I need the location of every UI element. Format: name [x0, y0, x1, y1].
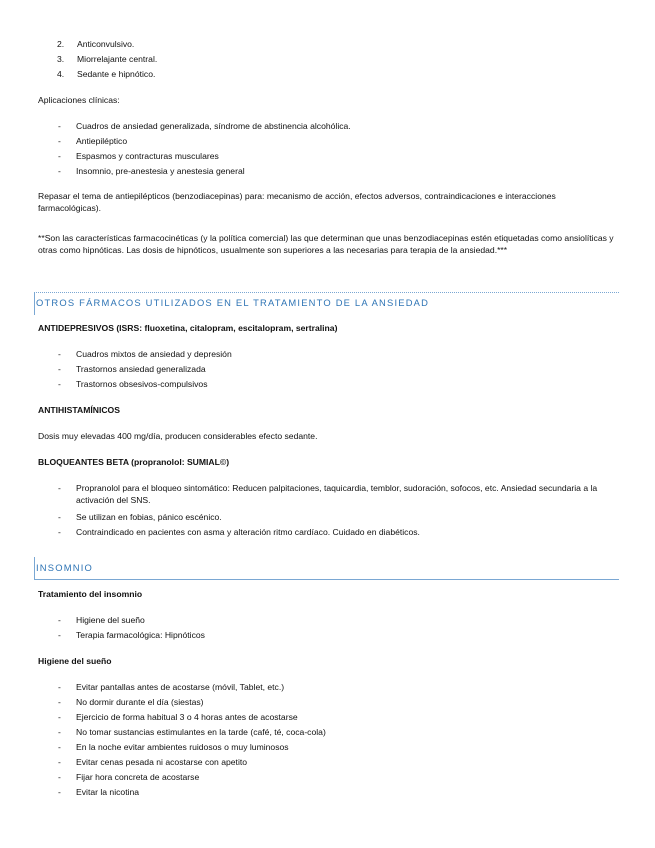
numbered-list [50, 39, 157, 84]
list-item: - Terapia farmacológica: Hipnóticos [58, 630, 615, 645]
list-item: 2. Anticonvulsivo. [57, 39, 135, 49]
tratamiento-list [58, 615, 615, 645]
list-item: - Trastornos obsesivos-compulsivos [58, 379, 615, 394]
antidepresivos-list [58, 349, 615, 394]
tratamiento-heading: Tratamiento del insomnio [38, 589, 143, 599]
list-item: - Evitar la nicotina [58, 787, 615, 802]
list-item: - Higiene del sueño [58, 615, 615, 630]
list-item: 4. Sedante e hipnótico. [57, 69, 156, 79]
list-item: - Contraindicado en pacientes con asma y alteración ritmo cardíaco. Cuidado en diabéticos. [58, 527, 615, 542]
list-item: - Trastornos ansiedad generalizada [58, 364, 615, 379]
aplicaciones-list [58, 121, 615, 181]
list-item: - Insomnio, pre-anestesia y anestesia general [58, 166, 615, 181]
list-item: - Ejercicio de forma habitual 3 o 4 horas antes de acostarse [58, 712, 615, 727]
list-item: - Evitar cenas pesada ni acostarse con apetito [58, 757, 615, 772]
list-item: - No tomar sustancias estimulantes en la tarde (café, té, coca-cola) [58, 727, 615, 742]
list-item: - Espasmos y contracturas musculares [58, 151, 615, 166]
list-item: 3. Miorrelajante central. [57, 54, 158, 64]
list-item: - Cuadros mixtos de ansiedad y depresión [58, 349, 615, 364]
repasar-paragraph: Repasar el tema de antiepilépticos (benzodiacepinas) para: mecanismo de acción, efectos adversos, contraindicaciones e interacciones farmacológicas). [38, 191, 556, 213]
antidepresivos-heading: ANTIDEPRESIVOS (ISRS: fluoxetina, citalopram, escitalopram, sertralina) [38, 323, 338, 333]
list-item: - En la noche evitar ambientes ruidosos o muy luminosos [58, 742, 615, 757]
list-item: - Se utilizan en fobias, pánico escénico. [58, 512, 615, 527]
antihistaminicos-text: Dosis muy elevadas 400 mg/día, producen considerables efecto sedante. [38, 431, 318, 441]
bloqueantes-list [58, 483, 615, 542]
higiene-list [58, 682, 615, 802]
section-title-otros-farmacos: OTROS FÁRMACOS UTILIZADOS EN EL TRATAMIENTO DE LA ANSIEDAD [36, 297, 430, 308]
list-item: - Propranolol para el bloqueo sintomático: Reducen palpitaciones, taquicardia, temblor, sudoración, sofocos, etc. Ansiedad secundaria a la activación del SNS. [58, 483, 615, 512]
nota-paragraph: **Son las características farmacocinéticas (y la política comercial) las que determinan que unas benzodiacepinas estén etiquetadas como ansiolíticas y otras como hipnóticas. Las dosis de hipnóticos, usualmente son superiores a las necesarias para terapia de la ansiedad.*** [38, 233, 614, 255]
list-item: - Fijar hora concreta de acostarse [58, 772, 615, 787]
antihistaminicos-heading: ANTIHISTAMÍNICOS [38, 405, 120, 415]
bloqueantes-heading: BLOQUEANTES BETA (propranolol: SUMIAL©) [38, 457, 230, 467]
list-item: - Evitar pantallas antes de acostarse (móvil, Tablet, etc.) [58, 682, 615, 697]
higiene-heading: Higiene del sueño [38, 656, 112, 666]
aplicaciones-heading: Aplicaciones clínicas: [38, 95, 120, 105]
list-item: - No dormir durante el día (siestas) [58, 697, 615, 712]
section-title-insomnio: INSOMNIO [36, 562, 93, 573]
list-item: - Cuadros de ansiedad generalizada, síndrome de abstinencia alcohólica. [58, 121, 615, 136]
list-item: - Antiepiléptico [58, 136, 615, 151]
